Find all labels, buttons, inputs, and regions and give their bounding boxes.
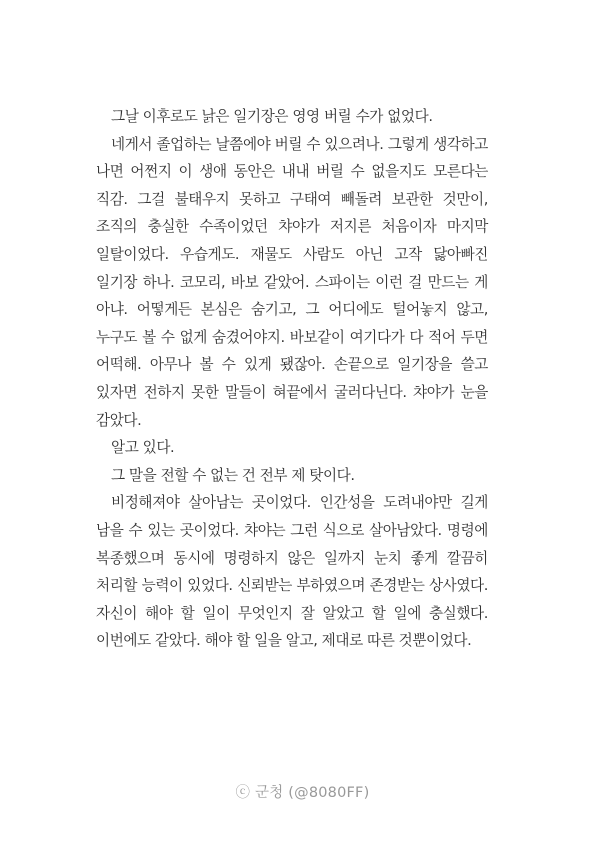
paragraph-3: 알고 있다. [111, 439, 175, 457]
paragraph-2: 네게서 졸업하는 날쯤에야 버릴 수 있으려나. 그렇게 생각하고 나면 어쩐지 이 생애 동안은 내내 버릴 수 없을지도 모른다는 직감. 그걸 불태우지 못하고 구태여 빼돌려 보관한 것만이, 조직의 충실한 수족이었던 챠야가 저지른 처음이자 마지막 일탈이었다. 우습게도. 재물도 사람도 아닌 고작 닳아빠진 일기장 하나. 코모리, 바보 같았어. 스파이는 이런 걸 만드는 게 아냐. 어떻게든 본심은 숨기고, 그 어디에도 털어놓지 않고, 누구도 볼 수 없게 숨겼어야지. 바보같이 여기다가 다 적어 두면 어떡해. 아무나 볼 수 있게 됐잖아. 손끝으로 일기장을 쓸고 있자면 전하지 못한 말들이 혀끝에서 굴러다닌다. 챠야가 눈을 감았다. [96, 135, 488, 429]
paragraph-5: 비정해져야 살아남는 곳이었다. 인간성을 도려내야만 길게 남을 수 있는 곳이었다. 챠야는 그런 식으로 살아남았다. 명령에 복종했으며 동시에 명령하지 않은 일까지 눈치 좋게 깔끔히 처리할 능력이 있었다. 신뢰받는 부하였으며 존경받는 상사였다. 자신이 해야 할 일이 무엇인지 잘 알았고 할 일에 충실했다. 이번에도 같았다. 해야 할 일을 알고, 제대로 따른 것뿐이었다. [96, 494, 488, 650]
paragraph-1: 그날 이후로도 낡은 일기장은 영영 버릴 수가 없었다. [111, 108, 433, 125]
paragraph-4: 그 말을 전할 수 없는 건 전부 제 탓이다. [111, 466, 355, 484]
document-body [96, 103, 488, 655]
copyright-footer: ⓒ 군청 (@8080FF) [235, 785, 370, 801]
